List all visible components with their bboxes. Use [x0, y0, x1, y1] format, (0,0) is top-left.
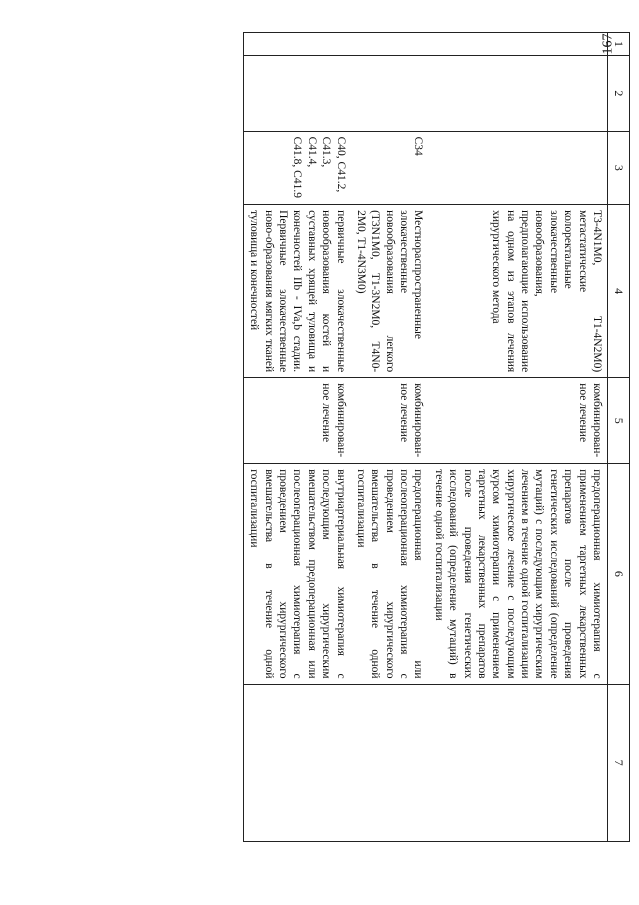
cell-col1 [351, 33, 429, 56]
cell-col7 [244, 684, 351, 841]
cell-treatment-type: комбинирован-ное лечение [244, 378, 351, 464]
header-row [608, 33, 630, 842]
header-cell-6: 6 [608, 464, 630, 684]
cell-diagnosis: Местнораспространенные злокачественные новообразования легкого (T3N1M0, T1-3N2M0, T4N0-2M0, T1-4N3M0) [351, 205, 429, 378]
header-cell-1: 1 [608, 33, 630, 56]
cell-col7 [351, 684, 429, 841]
cell-icd-code: C40, C41.2, C41.3, C41.4, C41.8, C41.9 [244, 131, 351, 204]
header-cell-2: 2 [608, 56, 630, 132]
table-row [429, 33, 608, 842]
cell-col7 [429, 684, 608, 841]
header-cell-4: 4 [608, 205, 630, 378]
header-cell-7: 7 [608, 684, 630, 841]
cell-col2 [429, 56, 608, 132]
cell-col3 [429, 131, 608, 204]
page-number: 167 [600, 33, 616, 55]
header-cell-3: 3 [608, 131, 630, 204]
table-row [244, 33, 351, 842]
medical-table [243, 32, 630, 842]
table-row [351, 33, 429, 842]
cell-col1 [429, 33, 608, 56]
cell-treatment-type: комбинирован-ное лечение [351, 378, 429, 464]
cell-icd-code: C34 [351, 131, 429, 204]
cell-col1 [244, 33, 351, 56]
cell-col2 [351, 56, 429, 132]
header-cell-5: 5 [608, 378, 630, 464]
cell-diagnosis: T3-4N1M0, T1-4N2M0) метастатические колоректальные злокачественные новообразования, предполагающие использование на одном из этапов лечения хирургического метода [429, 205, 608, 378]
cell-diagnosis: первичные злокачественные новообразования костей и суставных хрящей туловища и конечностей IIb - IVa,b стадии. Первичные злокачественные ново-образования мягких тканей туловища и конечностей [244, 205, 351, 378]
cell-treatment-method: внутриартериальная химиотерапия с последующим хирургическим вмешательством предоперационная или послеоперационная химиотерапия с проведением хирургического вмешательства в течение одной госпитализации [244, 464, 351, 684]
cell-col2 [244, 56, 351, 132]
cell-treatment-type: комбинирован-ное лечение [429, 378, 608, 464]
rotated-table-wrapper [110, 32, 630, 842]
cell-treatment-method: предоперационная химиотерапия с применением таргетных лекарственных препаратов после проведения генетических исследований (определение мутаций) с последующим хирургическим лечением в течение одной госпитализации хирургическое лечение с последующим курсом химиотерапии с применением таргетных лекарственных препаратов после проведения генетических исследований (определение мутаций) в течение одной госпитализации [429, 464, 608, 684]
cell-treatment-method: предоперационная или послеоперационная химиотерапия с проведением хирургического вмешательства в течение одной госпитализации [351, 464, 429, 684]
